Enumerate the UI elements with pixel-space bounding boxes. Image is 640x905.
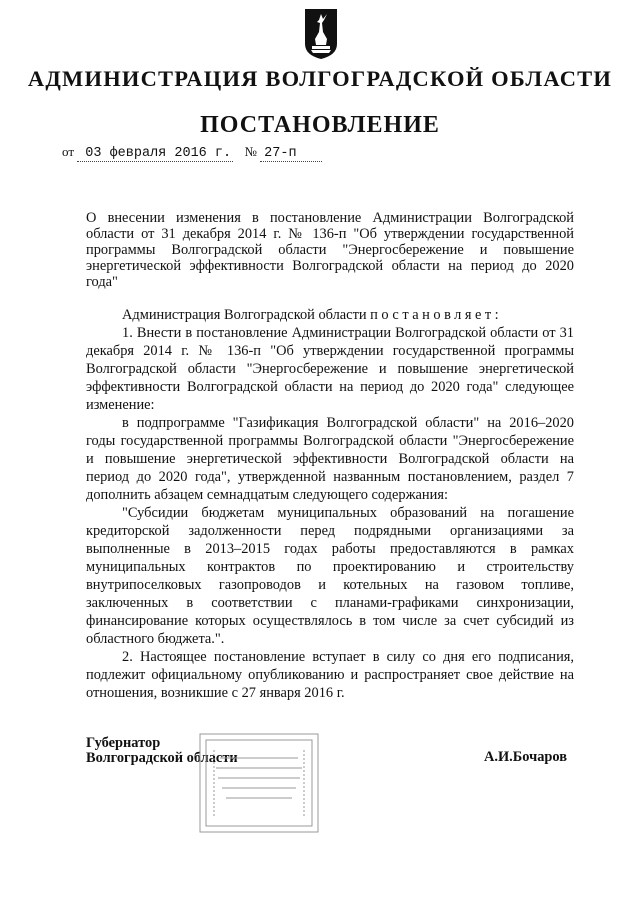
preamble [86, 306, 574, 324]
document-type-title: ПОСТАНОВЛЕНИЕ [200, 112, 440, 138]
document-body [86, 306, 574, 702]
preamble-decree-word: постановляет: [370, 307, 503, 323]
number-label: № [244, 144, 257, 159]
item-1: 1. Внести в постановление Администрации Волгоградской области от 31 декабря 2014 г. № 136-п "Об утверждении государственной программы Волгоградской области "Энергосбережение и повышение энергетической эффективности Волгоградской области на период до 2020 года" следующее изменение: [86, 325, 574, 413]
signatory-title-line-1: Губернатор [86, 735, 161, 751]
signatory-title-line-2: Волгоградской области [86, 750, 238, 766]
organization-title: АДМИНИСТРАЦИЯ ВОЛГОГРАДСКОЙ ОБЛАСТИ [27, 66, 613, 91]
item-1-quote: "Субсидии бюджетам муниципальных образований на погашение кредиторской задолженности перед подрядными организациями за выполненные в 2013–2015 годах работы предоставляются в рамках муниципальных контрактов по проектированию и строительству внутрипоселковых газопроводов и котельных на газовом топливе, заключенных в соответствии с планами-графиками синхронизации, финансирование которых осуществлялось в том числе за счет субсидий из областного бюджета.". [86, 505, 574, 647]
date-label: от [62, 144, 75, 159]
document-date: 03 февраля 2016 г. [77, 146, 233, 162]
official-stamp-icon [196, 730, 322, 836]
preamble-text: Администрация Волгоградской области [122, 307, 367, 323]
item-2: 2. Настоящее постановление вступает в силу со дня его подписания, подлежит официальному опубликованию и распространяет свое действие на отношения, возникшие с 27 января 2016 г. [86, 649, 574, 701]
volgograd-coat-of-arms-icon [303, 8, 339, 60]
signatory-name: А.И.Бочаров [484, 749, 568, 765]
item-1-detail: в подпрограмме "Газификация Волгоградской области" на 2016–2020 годы государственной программы Волгоградской области "Энергосбережение и повышение энергетической эффективности Волгоградской области на период до 2020 года", утвержденной названным постановлением, раздел 7 дополнить абзацем семнадцатым следующего содержания: [86, 415, 574, 503]
document-number: 27-п [260, 146, 322, 162]
registration-line [62, 144, 322, 164]
document-subject: О внесении изменения в постановление Администрации Волгоградской области от 31 декабря 2014 г. № 136-п "Об утверждении государственной программы Волгоградской области "Энергосбережение и повышение энергетической эффективности Волгоградской области на период до 2020 года" [86, 210, 574, 290]
